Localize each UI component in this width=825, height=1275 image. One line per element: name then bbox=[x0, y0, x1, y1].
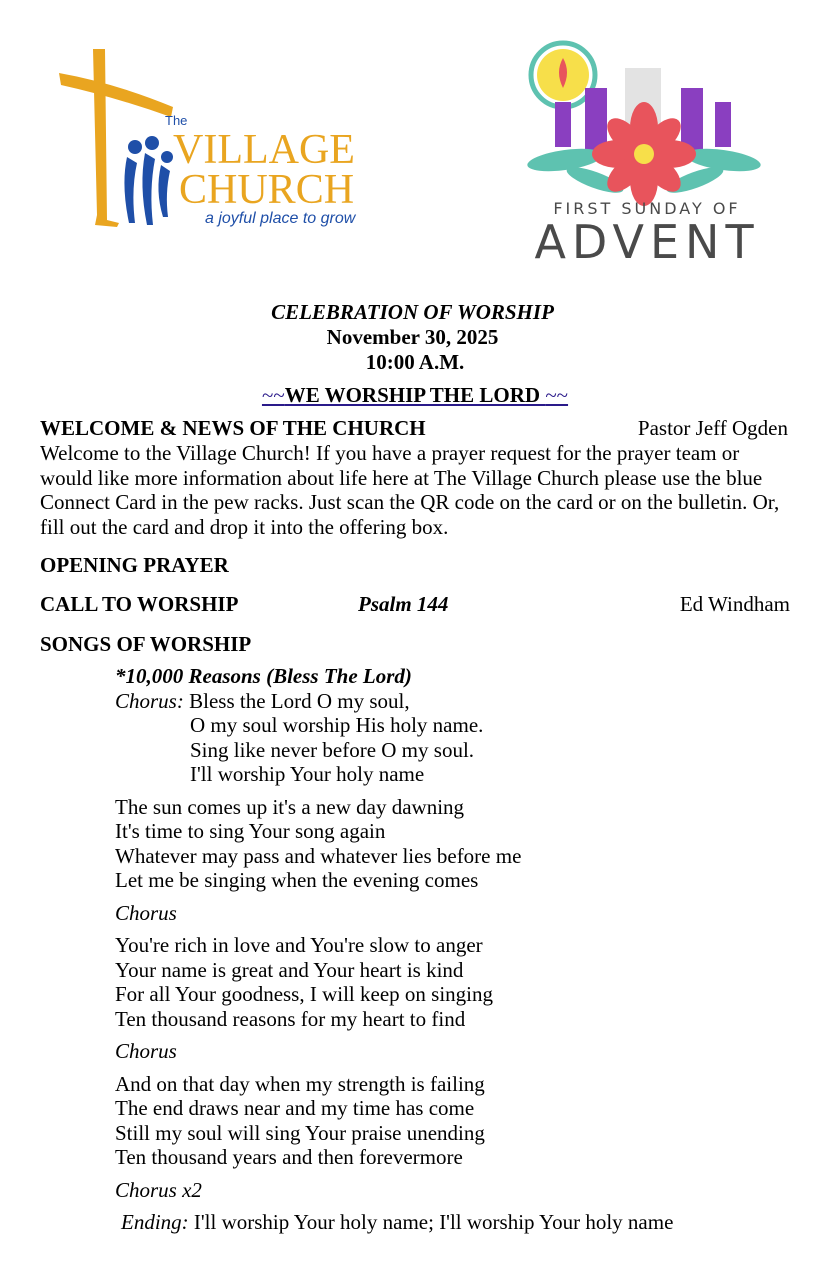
verse-3 bbox=[115, 1072, 521, 1170]
welcome-row bbox=[40, 416, 790, 441]
people-icon bbox=[124, 136, 173, 225]
call-to-worship-heading: CALL TO WORSHIP bbox=[40, 592, 239, 616]
lyric-line: Let me be singing when the evening comes bbox=[115, 868, 479, 892]
lyric-line: And on that day when my strength is failing bbox=[115, 1071, 485, 1096]
tilde-left: ~~ bbox=[261, 383, 285, 407]
service-header bbox=[0, 300, 825, 375]
service-time: 10:00 A.M. bbox=[365, 350, 465, 374]
advent-line2: ADVENT bbox=[534, 215, 760, 265]
logo-village: VILLAGE bbox=[173, 127, 355, 173]
welcome-text: Welcome to the Village Church! If you have a prayer request for the prayer team or would like more information about life here at The Village Church please use the blue Connect Card in the pew racks. Just scan the QR code on the card or on the bulletin. Or, fill out the card and drop it into the offering box. bbox=[40, 441, 780, 539]
ending-text: I'll worship Your holy name; I'll worship Your holy name bbox=[188, 1210, 674, 1234]
song-title: *10,000 Reasons (Bless The Lord) bbox=[115, 664, 412, 688]
verse-1 bbox=[115, 795, 521, 893]
chorus-label: Chorus: bbox=[115, 688, 184, 713]
lyric-line: The end draws near and my time has come bbox=[115, 1096, 475, 1120]
ending-label: Ending: bbox=[121, 1210, 189, 1234]
chorus-ref-3: Chorus x2 bbox=[115, 1177, 202, 1202]
lyric-line: Ten thousand years and then forevermore bbox=[115, 1145, 463, 1169]
chorus-ref-2: Chorus bbox=[115, 1039, 177, 1063]
section-label: WE WORSHIP THE LORD bbox=[284, 383, 546, 407]
service-date: November 30, 2025 bbox=[326, 325, 499, 349]
chorus-line-4: I'll worship Your holy name bbox=[190, 762, 425, 786]
church-logo-graphic bbox=[55, 45, 395, 230]
verse-2 bbox=[115, 933, 521, 1031]
lyric-line: Whatever may pass and whatever lies before me bbox=[115, 843, 522, 868]
call-to-worship-leader: Ed Windham bbox=[679, 592, 790, 616]
welcome-heading: WELCOME & NEWS OF THE CHURCH bbox=[40, 416, 426, 440]
call-to-worship-reference: Psalm 144 bbox=[358, 592, 449, 616]
section-banner bbox=[0, 383, 825, 408]
chorus-ref-1: Chorus bbox=[115, 900, 177, 925]
lyric-line: Ten thousand reasons for my heart to find bbox=[115, 1006, 466, 1031]
advent-logo-graphic bbox=[505, 40, 790, 265]
lyric-line: It's time to sing Your song again bbox=[115, 819, 386, 843]
chorus-line-3: Sing like never before O my soul. bbox=[190, 737, 475, 762]
lyric-line: Your name is great and Your heart is kind bbox=[115, 957, 464, 982]
village-church-logo bbox=[55, 45, 395, 230]
chorus-line-2: O my soul worship His holy name. bbox=[190, 713, 484, 737]
service-title: CELEBRATION OF WORSHIP bbox=[271, 300, 554, 324]
tilde-right: ~~ bbox=[545, 383, 569, 407]
lyric-line: For all Your goodness, I will keep on singing bbox=[115, 982, 493, 1006]
song-block bbox=[115, 664, 521, 1202]
lyric-line: You're rich in love and You're slow to anger bbox=[115, 933, 483, 957]
opening-prayer-heading: OPENING PRAYER bbox=[40, 553, 229, 577]
chorus-text-1: Bless the Lord O my soul, bbox=[189, 688, 410, 713]
lyric-line: The sun comes up it's a new day dawning bbox=[115, 794, 465, 819]
advent-logo bbox=[505, 40, 790, 265]
songs-heading: SONGS OF WORSHIP bbox=[40, 632, 252, 656]
opening-prayer-row bbox=[40, 553, 790, 578]
logo-church: CHURCH bbox=[179, 167, 355, 213]
song-ending bbox=[121, 1210, 673, 1235]
welcome-leader: Pastor Jeff Ogden bbox=[637, 416, 788, 440]
advent-line1: FIRST SUNDAY OF bbox=[553, 199, 741, 218]
songs-row bbox=[40, 632, 790, 657]
lyric-line: Still my soul will sing Your praise unending bbox=[115, 1120, 485, 1145]
logo-tagline: a joyful place to grow bbox=[205, 210, 356, 227]
logo-the: The bbox=[165, 113, 188, 128]
chorus-line-1 bbox=[115, 689, 521, 714]
call-to-worship-row bbox=[40, 592, 790, 617]
cross-icon bbox=[93, 49, 119, 227]
